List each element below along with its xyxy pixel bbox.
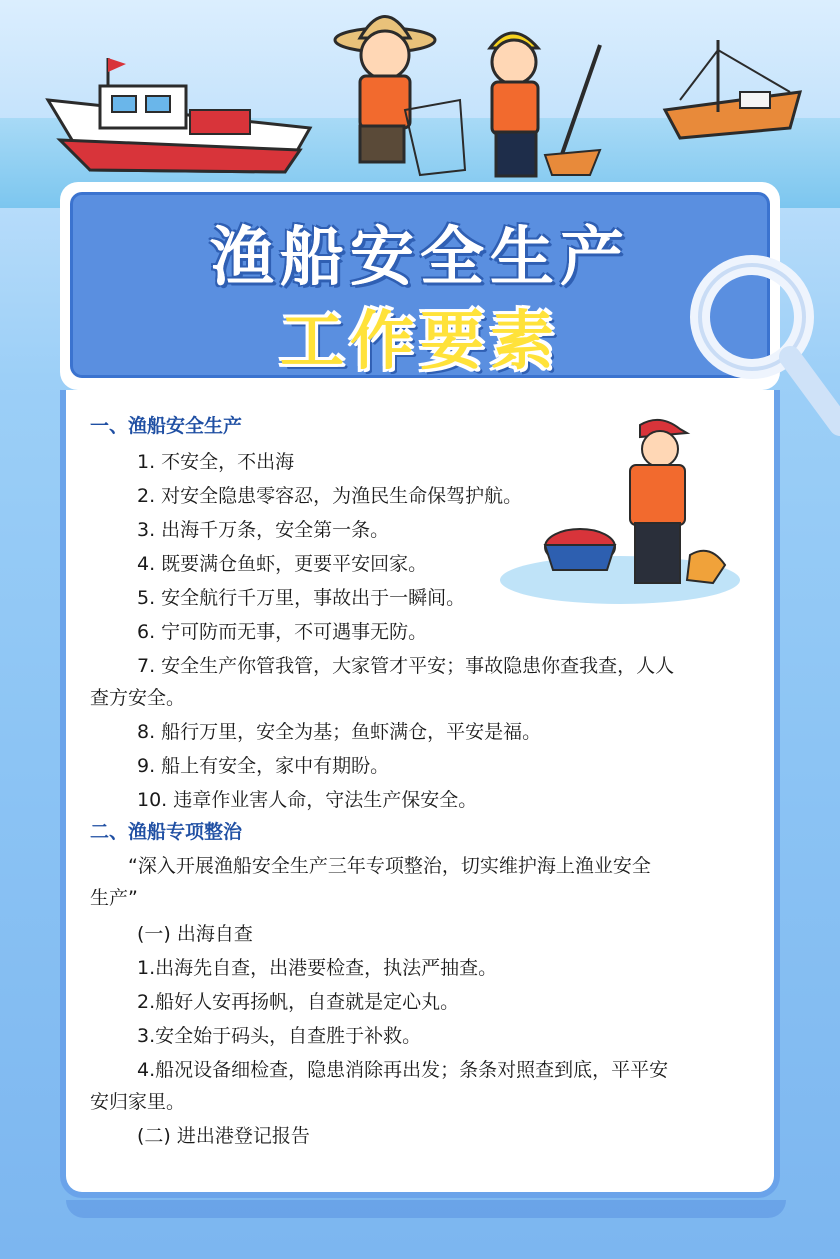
- page-subtitle: 工作要素: [280, 305, 560, 379]
- scene-illustration: [0, 0, 840, 200]
- list-item: 5. 安全航行千万里，事故出于一瞬间。: [137, 587, 466, 609]
- list-item: 2.船好人安再扬帆，自查就是定心丸。: [137, 991, 460, 1013]
- list-item-continuation: 查方安全。: [90, 687, 186, 709]
- subheading-2: (二) 进出港登记报告: [137, 1125, 310, 1147]
- page-title: 渔船安全生产: [210, 221, 630, 295]
- list-item: 4.船况设备细检查，隐患消除再出发；条条对照查到底，平平安: [137, 1059, 669, 1081]
- fishing-boat-icon: [48, 58, 310, 172]
- list-item: 1. 不安全，不出海: [137, 451, 295, 473]
- content-card-shadow: [66, 1200, 786, 1218]
- list-item: 6. 宁可防而无事，不可遇事无防。: [137, 621, 428, 643]
- sailboat-icon: [665, 40, 800, 138]
- section-heading-2: 二、渔船专项整治: [90, 821, 243, 843]
- fisherman-icon: [335, 17, 465, 176]
- subheading-1: (一) 出海自查: [137, 923, 253, 945]
- worker-icon: [490, 33, 600, 176]
- list-item: 3.安全始于码头，自查胜于补救。: [137, 1025, 422, 1047]
- list-item: 3. 出海千万条，安全第一条。: [137, 519, 390, 541]
- list-item: 1.出海先自查，出港要检查，执法严抽查。: [137, 957, 498, 979]
- list-item: 4. 既要满仓鱼虾，更要平安回家。: [137, 553, 428, 575]
- list-item-continuation: 安归家里。: [90, 1091, 186, 1113]
- fisherman-wading-icon: [495, 415, 755, 615]
- quote-text: “深入开展渔船安全生产三年专项整治，切实维护海上渔业安全: [128, 855, 651, 877]
- quote-text-continuation: 生产”: [90, 887, 138, 909]
- list-item: 2. 对安全隐患零容忍，为渔民生命保驾护航。: [137, 485, 523, 507]
- list-item: 8. 船行万里，安全为基；鱼虾满仓，平安是福。: [137, 721, 542, 743]
- list-item: 10. 违章作业害人命，守法生产保安全。: [137, 789, 478, 811]
- list-item: 7. 安全生产你管我管，大家管才平安；事故隐患你查我查，人人: [137, 655, 675, 677]
- list-item: 9. 船上有安全，家中有期盼。: [137, 755, 390, 777]
- section-heading-1: 一、渔船安全生产: [90, 415, 243, 437]
- top-scene: [0, 0, 840, 200]
